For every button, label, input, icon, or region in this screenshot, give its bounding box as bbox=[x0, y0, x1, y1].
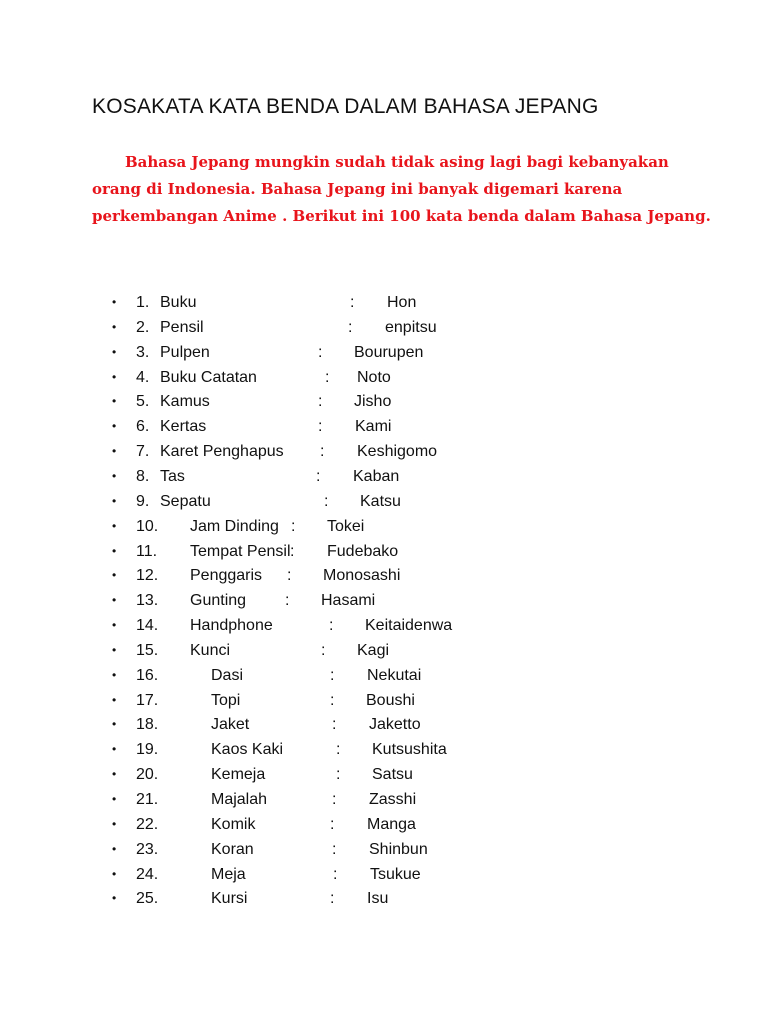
vocabulary-item bbox=[0, 563, 700, 588]
vocabulary-item bbox=[0, 663, 700, 688]
list-bullet: • bbox=[112, 444, 117, 459]
item-number: 23. bbox=[136, 840, 159, 858]
item-number: 3. bbox=[136, 343, 150, 361]
japanese-word: Boushi bbox=[366, 691, 415, 709]
japanese-word: Keitaidenwa bbox=[365, 617, 453, 635]
intro-line: Bahasa Jepang mungkin sudah tidak asing lagi bagi kebanyakan bbox=[125, 153, 669, 171]
japanese-word: enpitsu bbox=[385, 318, 437, 336]
japanese-word: Bourupen bbox=[354, 343, 424, 361]
vocabulary-item bbox=[0, 762, 700, 787]
vocabulary-item bbox=[0, 737, 700, 762]
item-number: 19. bbox=[136, 741, 159, 759]
vocabulary-item bbox=[0, 539, 700, 564]
separator-colon: : bbox=[336, 766, 341, 784]
vocabulary-item bbox=[0, 638, 700, 663]
japanese-word: Katsu bbox=[360, 492, 401, 510]
list-bullet: • bbox=[112, 468, 117, 483]
indonesian-word: Handphone bbox=[190, 617, 273, 635]
item-number: 16. bbox=[136, 666, 159, 684]
separator-colon: : bbox=[348, 318, 353, 336]
indonesian-word: Dasi bbox=[211, 666, 244, 684]
separator-colon: : bbox=[290, 542, 295, 560]
vocabulary-item bbox=[0, 389, 700, 414]
separator-colon: : bbox=[318, 343, 323, 361]
separator-colon: : bbox=[318, 418, 323, 436]
vocabulary-item bbox=[0, 340, 700, 365]
item-number: 18. bbox=[136, 716, 159, 734]
vocabulary-item bbox=[0, 688, 700, 713]
item-number: 14. bbox=[136, 617, 159, 635]
separator-colon: : bbox=[330, 666, 335, 684]
separator-colon: : bbox=[330, 691, 335, 709]
indonesian-word: Penggaris bbox=[190, 567, 263, 585]
japanese-word: Jaketto bbox=[369, 716, 421, 734]
separator-colon: : bbox=[333, 865, 338, 883]
indonesian-word: Tempat Pensil bbox=[190, 542, 291, 560]
japanese-word: Manga bbox=[367, 815, 416, 833]
indonesian-word: Kaos Kaki bbox=[211, 741, 284, 759]
list-bullet: • bbox=[112, 344, 117, 359]
item-number: 1. bbox=[136, 294, 150, 311]
indonesian-word: Kunci bbox=[190, 641, 231, 659]
japanese-word: Kaban bbox=[353, 467, 400, 485]
item-number: 8. bbox=[136, 467, 150, 485]
list-bullet: • bbox=[112, 891, 117, 906]
japanese-word: Keshigomo bbox=[357, 443, 438, 461]
item-number: 22. bbox=[136, 815, 159, 833]
indonesian-word: Buku bbox=[160, 294, 197, 311]
indonesian-word: Jam Dinding bbox=[190, 517, 279, 535]
list-bullet: • bbox=[112, 866, 117, 881]
list-bullet: • bbox=[112, 369, 117, 384]
japanese-word: Nekutai bbox=[367, 666, 422, 684]
indonesian-word: Majalah bbox=[211, 791, 268, 808]
item-number: 13. bbox=[136, 592, 159, 610]
vocabulary-item bbox=[0, 837, 700, 862]
indonesian-word: Kertas bbox=[160, 418, 207, 436]
separator-colon: : bbox=[316, 467, 321, 485]
vocabulary-item bbox=[0, 365, 700, 390]
list-bullet: • bbox=[112, 493, 117, 508]
japanese-word: Kagi bbox=[357, 641, 390, 659]
indonesian-word: Meja bbox=[211, 865, 246, 883]
indonesian-word: Tas bbox=[160, 467, 185, 485]
list-bullet: • bbox=[112, 642, 117, 657]
japanese-word: Isu bbox=[367, 890, 389, 908]
japanese-word: Kami bbox=[355, 418, 392, 436]
item-number: 15. bbox=[136, 641, 159, 659]
list-bullet: • bbox=[112, 717, 117, 732]
item-number: 12. bbox=[136, 567, 159, 585]
item-number: 5. bbox=[136, 393, 150, 411]
item-number: 9. bbox=[136, 492, 150, 510]
separator-colon: : bbox=[330, 890, 335, 908]
item-number: 4. bbox=[136, 368, 150, 386]
indonesian-word: Koran bbox=[211, 840, 254, 858]
japanese-word: Kutsushita bbox=[372, 741, 447, 759]
list-bullet: • bbox=[112, 319, 117, 334]
list-bullet: • bbox=[112, 618, 117, 633]
japanese-word: Zasshi bbox=[369, 791, 417, 808]
intro-line: orang di Indonesia. Bahasa Jepang ini banyak digemari karena bbox=[92, 180, 623, 198]
list-bullet: • bbox=[112, 543, 117, 558]
vocabulary-item bbox=[0, 613, 700, 638]
japanese-word: Monosashi bbox=[323, 567, 401, 585]
vocabulary-item bbox=[0, 414, 700, 439]
vocabulary-item bbox=[0, 787, 700, 812]
indonesian-word: Kemeja bbox=[211, 766, 266, 784]
item-number: 20. bbox=[136, 766, 159, 784]
separator-colon: : bbox=[318, 393, 323, 411]
separator-colon: : bbox=[329, 617, 334, 635]
japanese-word: Jisho bbox=[354, 393, 392, 411]
vocabulary-item bbox=[0, 588, 700, 613]
item-number: 10. bbox=[136, 517, 159, 535]
separator-colon: : bbox=[332, 791, 337, 808]
vocabulary-item bbox=[0, 290, 700, 315]
separator-colon: : bbox=[336, 741, 341, 759]
intro-paragraph bbox=[92, 149, 711, 230]
japanese-word: Shinbun bbox=[369, 840, 428, 858]
japanese-word: Tsukue bbox=[370, 865, 421, 883]
vocabulary-item bbox=[0, 315, 700, 340]
item-number: 21. bbox=[136, 791, 159, 808]
indonesian-word: Buku Catatan bbox=[160, 368, 257, 386]
item-number: 7. bbox=[136, 443, 150, 461]
separator-colon: : bbox=[332, 840, 337, 858]
separator-colon: : bbox=[285, 592, 290, 610]
item-number: 11. bbox=[136, 542, 158, 560]
list-bullet: • bbox=[112, 593, 117, 608]
indonesian-word: Kamus bbox=[160, 393, 210, 411]
japanese-word: Hon bbox=[387, 294, 417, 311]
japanese-word: Fudebako bbox=[327, 542, 399, 560]
list-bullet: • bbox=[112, 792, 117, 806]
list-bullet: • bbox=[112, 692, 117, 707]
separator-colon: : bbox=[350, 294, 355, 311]
vocabulary-item bbox=[0, 812, 700, 837]
separator-colon: : bbox=[321, 641, 326, 659]
indonesian-word: Topi bbox=[211, 691, 241, 709]
list-bullet: • bbox=[112, 767, 117, 782]
indonesian-word: Pulpen bbox=[160, 343, 210, 361]
separator-colon: : bbox=[330, 815, 335, 833]
item-number: 2. bbox=[136, 318, 150, 336]
item-number: 6. bbox=[136, 418, 150, 436]
indonesian-word: Gunting bbox=[190, 592, 247, 610]
vocabulary-item bbox=[0, 439, 700, 464]
vocabulary-item bbox=[0, 464, 700, 489]
separator-colon: : bbox=[324, 492, 329, 510]
item-number: 25. bbox=[136, 890, 159, 908]
list-bullet: • bbox=[112, 419, 117, 434]
indonesian-word: Pensil bbox=[160, 318, 204, 336]
indonesian-word: Kursi bbox=[211, 890, 248, 908]
list-bullet: • bbox=[112, 841, 117, 856]
separator-colon: : bbox=[291, 517, 296, 535]
list-bullet: • bbox=[112, 742, 117, 757]
intro-line: perkembangan Anime . Berikut ini 100 kata benda dalam Bahasa Jepang. bbox=[92, 207, 711, 225]
separator-colon: : bbox=[332, 716, 337, 734]
separator-colon: : bbox=[320, 443, 325, 461]
vocabulary-item bbox=[0, 489, 700, 514]
vocabulary-item bbox=[0, 514, 700, 539]
list-bullet: • bbox=[112, 295, 117, 309]
japanese-word: Hasami bbox=[321, 592, 376, 610]
indonesian-word: Karet Penghapus bbox=[160, 443, 284, 461]
list-bullet: • bbox=[112, 667, 117, 682]
list-bullet: • bbox=[112, 568, 117, 583]
separator-colon: : bbox=[325, 368, 330, 386]
item-number: 17. bbox=[136, 691, 159, 709]
list-bullet: • bbox=[112, 816, 117, 831]
indonesian-word: Komik bbox=[211, 815, 256, 833]
separator-colon: : bbox=[287, 567, 292, 585]
item-number: 24. bbox=[136, 865, 159, 883]
japanese-word: Tokei bbox=[327, 517, 365, 535]
vocabulary-item bbox=[0, 862, 700, 887]
document-title: KOSAKATA KATA BENDA DALAM BAHASA JEPANG bbox=[92, 95, 599, 118]
indonesian-word: Sepatu bbox=[160, 492, 211, 510]
vocabulary-item bbox=[0, 712, 700, 737]
vocabulary-item bbox=[0, 886, 700, 911]
indonesian-word: Jaket bbox=[211, 716, 250, 734]
japanese-word: Noto bbox=[357, 368, 391, 386]
list-bullet: • bbox=[112, 394, 117, 409]
japanese-word: Satsu bbox=[372, 766, 413, 784]
list-bullet: • bbox=[112, 518, 117, 533]
